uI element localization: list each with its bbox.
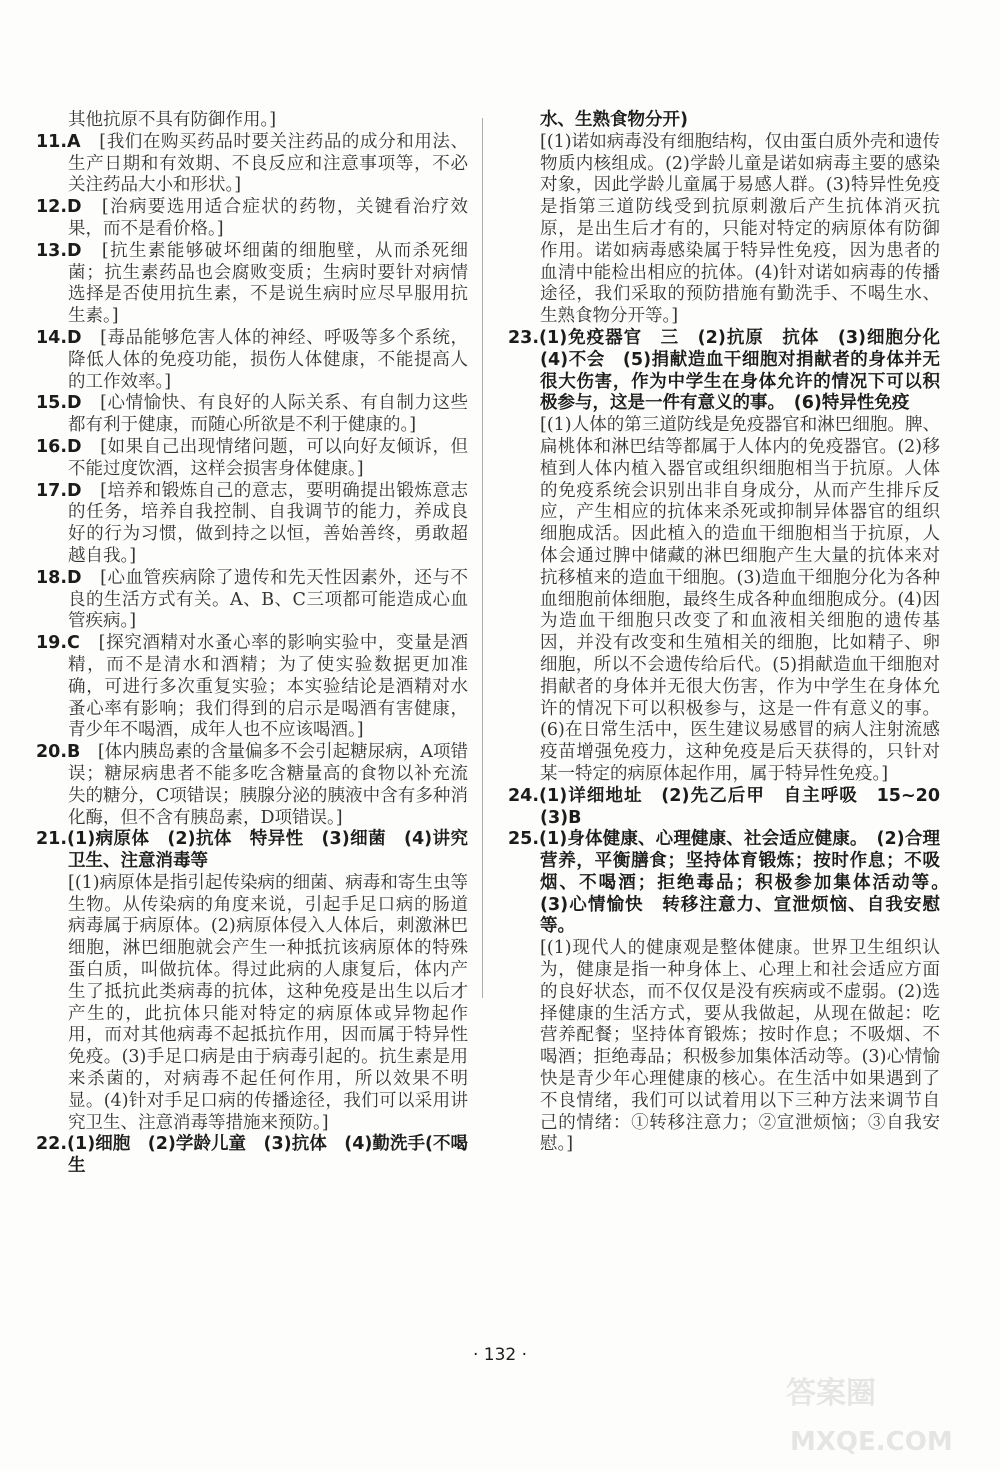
answer-text: 水、生熟食物分开)	[540, 110, 688, 130]
answer-text: D	[67, 393, 82, 414]
answer-text: D	[67, 567, 82, 588]
question-number: 20.	[36, 742, 68, 763]
question-number: 11.	[36, 131, 68, 152]
question-answer	[36, 633, 468, 742]
answer-text: D	[67, 240, 82, 261]
answer-text: (1)详细地址 (2)先乙后甲 自主呼吸 15~20 (3)B	[539, 785, 958, 828]
question-number: 24.	[508, 785, 540, 806]
question-answer	[36, 132, 468, 197]
question-answer	[508, 327, 958, 415]
explanation-text: [(1)现代人的健康观是整体健康。世界卫生组织认为，健康是指一种身体上、心理上和社会适应方面的良好状态，而不仅仅是没有疾病或不虚弱。(2)选择健康的生活方式，要从我做起，从现在做起：吃营养配餐；坚持体育锻炼；按时作息；不吸烟、不喝酒；拒绝毒品；积极参加集体活动等。(3)心情愉快是青少年心理健康的核心。在生活中如果遇到了不良情绪，我们可以试着用以下三种方法来调节自己的情绪：①转移注意力；②宣泄烦恼；③自我安慰。]	[540, 938, 940, 1155]
question-answer	[36, 328, 468, 393]
question-answer	[36, 197, 468, 241]
question-answer	[508, 785, 958, 830]
question-answer	[36, 437, 468, 481]
explanation-text: [(1)诺如病毒没有细胞结构，仅由蛋白质外壳和遗传物质内核组成。(2)学龄儿童是诺如病毒主要的感染对象，因此学龄儿童属于易感人群。(3)特异性免疫是指第三道防线受到抗原刺激后产生抗体消灭抗原，是出生后才有的，只能对特定的病原体有防御作用。诺如病毒感染属于特异性免疫，因为患者的血清中能检出相应的抗体。(4)针对诺如病毒的传播途径，我们采取的预防措施有勤洗手、不喝生水、生熟食物分开等。]	[540, 131, 940, 327]
explanation-text: 其他抗原不具有防御作用。]	[68, 110, 277, 130]
question-number: 14.	[36, 327, 68, 348]
question-answer	[36, 393, 468, 437]
left-column	[36, 110, 468, 1178]
question-answer	[36, 568, 468, 633]
watermark-logo	[776, 1358, 986, 1463]
answer-text: D	[67, 327, 82, 348]
page-number: · 132 ·	[472, 1345, 528, 1365]
question-answer	[36, 742, 468, 829]
answer-text: (1)免疫器官 三 (2)抗原 抗体 (3)细胞分化 (4)不会 (5)捐献造血干细胞对捐献者的身体并无很大伤害，作为中学生在身体允许的情况下可以积极参与，这是一件有意义的事。 (6)特异性免疫	[539, 327, 958, 414]
answer-text: B	[67, 742, 81, 763]
explanation-text: [培养和锻炼自己的意志，要明确提出锻炼意志的任务，培养自我控制、自我调节的能力，养成良好的行为习惯，做到持之以恒，善始善终，勇敢超越自我。]	[68, 480, 469, 566]
question-number: 13.	[36, 240, 68, 261]
explanation-text: [毒品能够危害人体的神经、呼吸等多个系统，降低人体的免疫功能，损伤人体健康，不能提高人的工作效率。]	[68, 327, 469, 392]
explanation-text: [治病要选用适合症状的药物，关键看治疗效果，而不是看价格。]	[68, 197, 469, 239]
watermark-title: 答案圈	[786, 1376, 876, 1411]
answer-text: D	[67, 197, 82, 218]
explanation-text: [体内胰岛素的含量偏多不会引起糖尿病，A项错误；糖尿病患者不能多吃含糖量高的食物以补充流失的糖分，C项错误；胰腺分泌的胰液中含有多种消化酶，但不含有胰岛素，D项错误。]	[68, 742, 468, 828]
question-answer	[36, 241, 468, 328]
question-answer	[508, 110, 940, 132]
question-number: 18.	[36, 567, 68, 588]
question-number: 21.	[36, 829, 68, 850]
column-divider	[482, 118, 483, 998]
explanation-text: [(1)病原体是指引起传染病的细菌、病毒和寄生虫等生物。从传染病的角度来说，引起手足口病的肠道病毒属于病原体。(2)病原体侵入人体后，刺激淋巴细胞，淋巴细胞就会产生一种抵抗该病原体的特殊蛋白质，叫做抗体。得过此病的人康复后，体内产生了抵抗此类病毒的抗体，这种免疫是出生以后才产生的，此抗体只能对特定的病原体或异物起作用，而对其他病毒不起抵抗作用，因而属于特异性免疫。(3)手足口病是由于病毒引起的。抗生素是用来杀菌的，对病毒不起任何作用，所以效果不明显。(4)针对手足口病的传播途径，我们可以采用讲究卫生、注意消毒等措施来预防。]	[68, 872, 468, 1133]
question-answer	[36, 1134, 468, 1178]
answer-text: D	[67, 480, 82, 501]
explanation-text: [我们在购买药品时要关注药品的成分和用法、生产日期和有效期、不良反应和注意事项等，不必关注药品大小和形状。]	[68, 131, 469, 196]
question-answer	[36, 829, 468, 873]
watermark-url: MXQE.COM	[790, 1427, 953, 1457]
answer-text: (1)身体健康、心理健康、社会适应健康。 (2)合理营养，平衡膳食；坚持体育锻炼；按时作息；不吸烟、不喝酒；拒绝毒品；积极参加集体活动等。 (3)心情愉快 转移注意力、宣泄烦恼、自我安慰等。	[539, 829, 958, 937]
answer-text: D	[67, 436, 82, 457]
question-answer	[36, 481, 468, 568]
question-number: 23.	[508, 327, 540, 348]
question-number: 25.	[508, 829, 540, 850]
explanation-text: [(1)人体的第三道防线是免疫器官和淋巴细胞。脾、扁桃体和淋巴结等都属于人体内的免疫器官。(2)移植到人体内植入器官或组织细胞相当于抗原。人体的免疫系统会识别出非自身成分，从而产生排斥反应，产生相应的抗体来杀死或抑制异体器官的组织细胞成活。因此植入的造血干细胞相当于抗原，人体会通过脾中储藏的淋巴细胞产生大量的抗体来对抗移植来的造血干细胞。(3)造血干细胞分化为各种血细胞前体细胞，最终生成各种血细胞成分。(4)因为造血干细胞只改变了和血液相关细胞的遗传基因，并没有改变和生殖相关的细胞，比如精子、卵细胞，所以不会遗传给后代。(5)捐献造血干细胞对捐献者的身体并无很大伤害，作为中学生在身体允许的情况下可以积极参与，这是一件有意义的事。(6)在日常生活中，医生建议易感冒的病人注射流感疫苗增强免疫力，这种免疫是后天获得的，只针对某一特定的病原体起作用，属于特异性免疫。]	[540, 415, 940, 784]
question-number: 22.	[36, 1134, 68, 1155]
answer-text: (1)病原体 (2)抗体 特异性 (3)细菌 (4)讲究卫生、注意消毒等	[67, 829, 468, 872]
question-answer	[508, 829, 958, 938]
explanation-text: [心血管疾病除了遗传和先天性因素外，还与不良的生活方式有关。A、B、C三项都可能造成心血管疾病。]	[68, 567, 469, 632]
explanation-text: [如果自己出现情绪问题，可以向好友倾诉，但不能过度饮酒，这样会损害身体健康。]	[68, 436, 469, 479]
explanation-text: [探究酒精对水蚤心率的影响实验中，变量是酒精，而不是清水和酒精；为了使实验数据更加准确，可进行多次重复实验；本实验结论是酒精对水蚤心率有影响；我们得到的启示是喝酒有害健康，青少年不喝酒，成年人也不应该喝酒。]	[68, 633, 469, 741]
explanation-text: [心情愉快、有良好的人际关系、有自制力这些都有利于健康，而随心所欲是不利于健康的。]	[68, 393, 469, 436]
question-number: 19.	[36, 633, 68, 654]
answer-text: A	[67, 131, 81, 152]
question-number: 17.	[36, 480, 68, 501]
question-number: 15.	[36, 393, 68, 414]
explanation-text: [抗生素能够破坏细菌的细胞壁，从而杀死细菌；抗生素药品也会腐败变质；生病时要针对病情选择是否使用抗生素，不是说生病时应尽早服用抗生素。]	[68, 240, 469, 327]
question-number: 12.	[36, 197, 68, 218]
question-number: 16.	[36, 436, 68, 457]
right-column	[508, 110, 958, 1156]
answer-text: C	[67, 633, 80, 654]
answer-text: (1)细胞 (2)学龄儿童 (3)抗体 (4)勤洗手(不喝生	[67, 1134, 468, 1177]
